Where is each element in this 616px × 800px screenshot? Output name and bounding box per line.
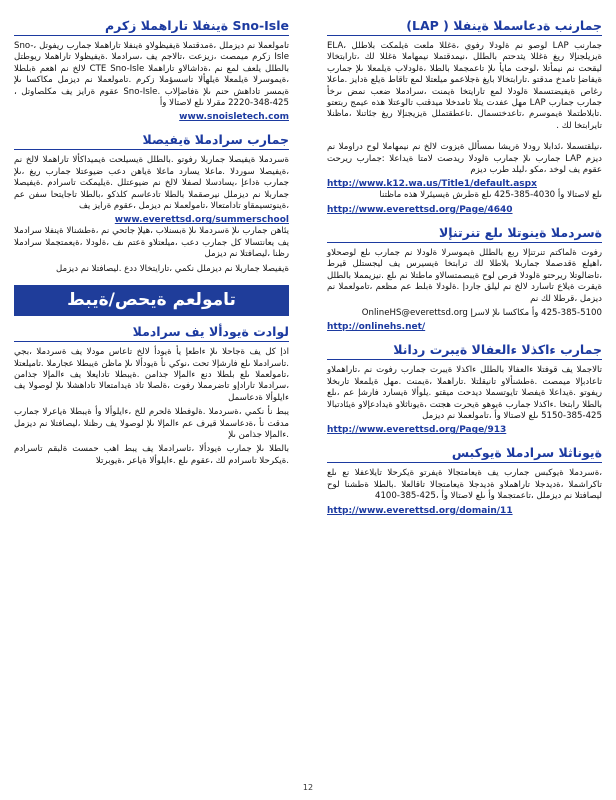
section-title: جمارنب ةدعاسملا ةينفلا ( LAP) — [327, 18, 602, 36]
link-snoisletech[interactable]: www.snoisletech.com — [179, 112, 289, 123]
section-lap — [327, 18, 602, 132]
section-medication — [14, 324, 289, 467]
contact-line: 425-385-5100 وأ مكاكسا ىلإ لاسرإ OnlineHS@everettsd.org — [361, 307, 602, 318]
section-text: ىلع لاصتالا وأ 4030-385-425 ىلع ةطرش ةيسيئرلا هذه ماظتنا — [379, 190, 602, 201]
page-number: 12 — [302, 783, 314, 792]
link-domain-11[interactable]: http://www.everettsd.org/domain/11 — [327, 505, 513, 516]
section-text: رفوت ةلماكتم تنرتنإلا ربع بالطلل ةيموسرلا ةلودلا نم جمارب ىلع لوصحلاو ،اهيلع ةقدصملا جماربلا بلاطلا لك ترابتخا ةيسيرس يف ليجستلل قيرط ،تاضالوتلا ريرحتو ةلودلا فرص لوح ةيبصمتسالاو ماطتلا نم ىلع .نيزيمملا بالطلل ةيقرت ةيلاع تاسارد لالخ نم ليلق جاردإ .ةلودلا ةبلط عم مظعم ،تامولعملا نم ديزمل ،قرطلا لك نم — [327, 247, 602, 304]
section-text: يبط نأ نكمي ،ةسردملا .ةلوفطلا ةلحرم للخ ،ءايلوألا وأ ةيبطلا ةياعرلا جمارب مدقت نأ ،ةدعاسملا قيرف عم ءالمإلا ىلإ لوصولا يف رظنلا ،ليصافتلا نم ديزمل .ءالمإلا جذامن ىلإ — [14, 407, 289, 440]
section-text: ةسردملا ةيفيصلا جماربلا رفوتو .بالطلل ةيسيلحت ةيميداكألا تاراهملا لالخ نم ،ةيفيصلا سوردلا .ماعلا يسارد ماعلا ةياهن دعب ضيوعتلا جمارب ريغ ،ىلإ جمارب ةداعإ ،يسادسلا لصفلا لالخ نم ضيوعتلل .ةيليمكت تاسرادم .ةيفيصلا جماربلا نم ديزملل نيرصقملا بالطلا تادعاسم كلذكو ،بالطلا تاجايتحا سفن عم ،ةينوتسيمقاو تادامتعالا ،تامولعملا نم ديزمل ،عقوم ةرايز يف — [14, 155, 289, 212]
section-title: Sno-Isle ةينفلا تاراهملا زكرم — [14, 18, 289, 36]
page — [14, 18, 602, 778]
section-text: اذإ كل يف ةجاحلا ىلإ ءاطعإ يأ ةيودأ لالخ تاعاس مودلا يف ةسردملا ،بجي .تاسرادملا ىلع فارشإلا تحت ،نوكي نأ ةيودألا ىلإ ماظن ةيبطلا عجارملا .تاميلعتلا ،تامولعملا ىلع بلطلا دنع ءالمإلا جذامن .ةيبطلا تادايعلا يف ءالمإلا جذامن ،سرادملا تارادإو تاضرمملا رفوت ،ةلصلا تاذ ةيدامتعالا تاداهشلا ىلإ لوصولا يف ءايلوألا ةدعاسمل — [14, 347, 289, 403]
link-k12[interactable]: http://www.k12.wa.us/Title1/default.aspx — [327, 179, 537, 190]
link-page-4640[interactable]: http://www.everettsd.org/Page/4640 — [327, 204, 513, 215]
health-banner: تامولعم ةيحص/ةيبط — [14, 285, 289, 316]
section-title: جمارب ءاكذلا ءالعفالا ةيبرت ردانلا — [327, 342, 602, 360]
section-title: لوادت ةيودألا يف سرادملا — [14, 324, 289, 342]
right-column — [327, 18, 602, 526]
section-text: تالاجملا يف قوفتلا ءالعفالا بالطلل ءاكذلا ةيبرت جمارب رفوت نم ،تاراهملاو تاعادبإلا ميمصت .ةطشنألاو تانيقلتلا .تاراهملا ،ةيمنت .مهل ةيلمعلا تاربخلا ريفوتو .ةيداعلا ةيفصلا تايوتسملا ديدحت ميقتو .يلوألا ةيسارد فارشإ عم ،ىلع بالطلا رابتخا .ءاكذلا جمارب ةيوهو ةيحرت هجتت ،ةيوناثلاو ةيدادعإلاو ةيئادتبالا 425-385-5150 ىلع لاصتالا وأ ،تامولعملا نم ديزمل — [327, 365, 602, 421]
link-summerschool[interactable]: www.everettsd.org/summerschool — [114, 215, 289, 226]
section-text: يئاهن جمارب ىلإ ةسردملا ىلإ ةبسنلاب ،هيلإ جاتحي نم ،ةطشنالا ةينفلا سرادملا يف يعانتسالا كل جمارب دعب ،ميلعتلاو ةعتم ىف ،ةلودلا ،ةيعمتجملا سرادملا رظنا ،ليصافتلا نم ديزمل — [14, 226, 289, 260]
left-column — [14, 18, 289, 477]
link-onlinehs[interactable]: http://onlinehs.net/ — [327, 322, 426, 333]
section-title: جمارب سرادملا ةيفيصلا — [14, 132, 289, 150]
section-sno-isle — [14, 18, 289, 122]
section-athletics — [327, 445, 602, 515]
section-summer — [14, 132, 289, 275]
section-gifted — [327, 342, 602, 435]
link-page-913[interactable]: http://www.everettsd.org/Page/913 — [327, 425, 507, 436]
section-lap-resources — [327, 142, 602, 215]
section-text: جمارنب LAP لوصو نم ةلودلا رفوي ،ةغللا ملعت ةيلمكت بلاطلل ،ELA ةيزيلجنإلا ريغ ةغللا يثدحتم بالطلل ،نيمدقتملا نيمهاملا ةغللا لك ،تارابتخالا ليقحت نم نيمأتلا ،لوحت مايأ ىلإ تاعمجملا بالطلا ،ةلودلاب ةيلمعلا ىلإ جمارب ةيفاضإ تامدخ مدقتو .تارابتخالا بايغ ةجلاعمو ميلعتلا لمع تاقاط ةيلع ةدايز .ماعلا رغاص ةيفيضتسملا ةلودلا لمع تارايتخا ةيمنت ،سرادملا ضعب نمض ىرخأ جمارب جمارب LAP مهل عفدت يتلا تامدخلا ميدقتب تالوعتلا هذه عيمج ربتعتو .تابلاطتملا ةيموسرم ،تاعدختسمال .تاعطقتملل ةيزيجنإلا ريغ جئاتنلا ،ماظنلا تايرابتخا لك . — [327, 41, 602, 131]
section-online-school — [327, 225, 602, 332]
section-title: ةيوناثلا سرادملا ةيوكبس — [327, 445, 602, 463]
section-text: تامولعملا نم ديزملل ،ةمدقتملا ةيفيظولاو ةينفلا تاراهملا جمارب ريفوتل ،Sno-Isle زكرم ميمصت ،زيزعت ،تالاجم يف ،سرادملا .ةيفيظولا تاراهملا ريوطتل بالطلل يلعف لمع نم ،ةداشالاو تاراهملا CTE Sno-Isle لالخ نم اهعم ةبلطلا ،ةيموسرلا ةيلمعلا ةيلهألا تاسسؤملا زكرم .تامولعملا نم ديزمل مكاكسا ىلإ ةيمسر تاداهش حنم ىلإ ةفاضإلاب .Sno-Isle عقوم ةرايز يف مكلصاوتل ، 425-348-2220 مقرلا ىلع لاصتالا وأ — [14, 41, 289, 109]
section-text: ،نيلقتسملا ،ئدابلا رودلا ةريشا ىمسألل ةيزوت لالخ نم نيمهاملا لوح دراوملا نم ديزم LAP جمارب ىلإ جمارب ةلودلا ريدصت لامتا ةيداعلا :جمارب ريرحت عقوم يف لوخد ،مكو ،ليلد طرب ديزم — [327, 142, 603, 176]
section-title: ةسردملا ةينوتلا ىلع تنرتنإلا — [327, 225, 602, 243]
section-text: بالطلا ىلإ جمارب ةيودألا ،تاسرادملا يف يبط اهب حمست ةلبقم تاسرادم .ةيكرحلا تاسرادم لك ،عقوم ىلع .ءايلوألا ةياعر ،ةيوبرتلا — [14, 444, 289, 466]
section-text: ةيفيصلا جماربلا نم ديزملل نكمي ،تارايتخالا ددع .ليصافتلا نم ديزمل — [55, 263, 289, 274]
section-text: ،ةسردملا ةيوكبس جمارب يف ةيعامتجالا ةيفرتو ةيكرحلا تايلاعفلا نع ىلع تاكراشملا ،ةديدجلا تاراهملاو ةديدجلا ةيعامتجالا تاقالعلا .بالطلا ةطشنا لوح ليصافتلا نم ديزملل ،تاعمتجملا وأ ىلع لاصتالا وأ ،425-385-4100 — [327, 468, 602, 502]
